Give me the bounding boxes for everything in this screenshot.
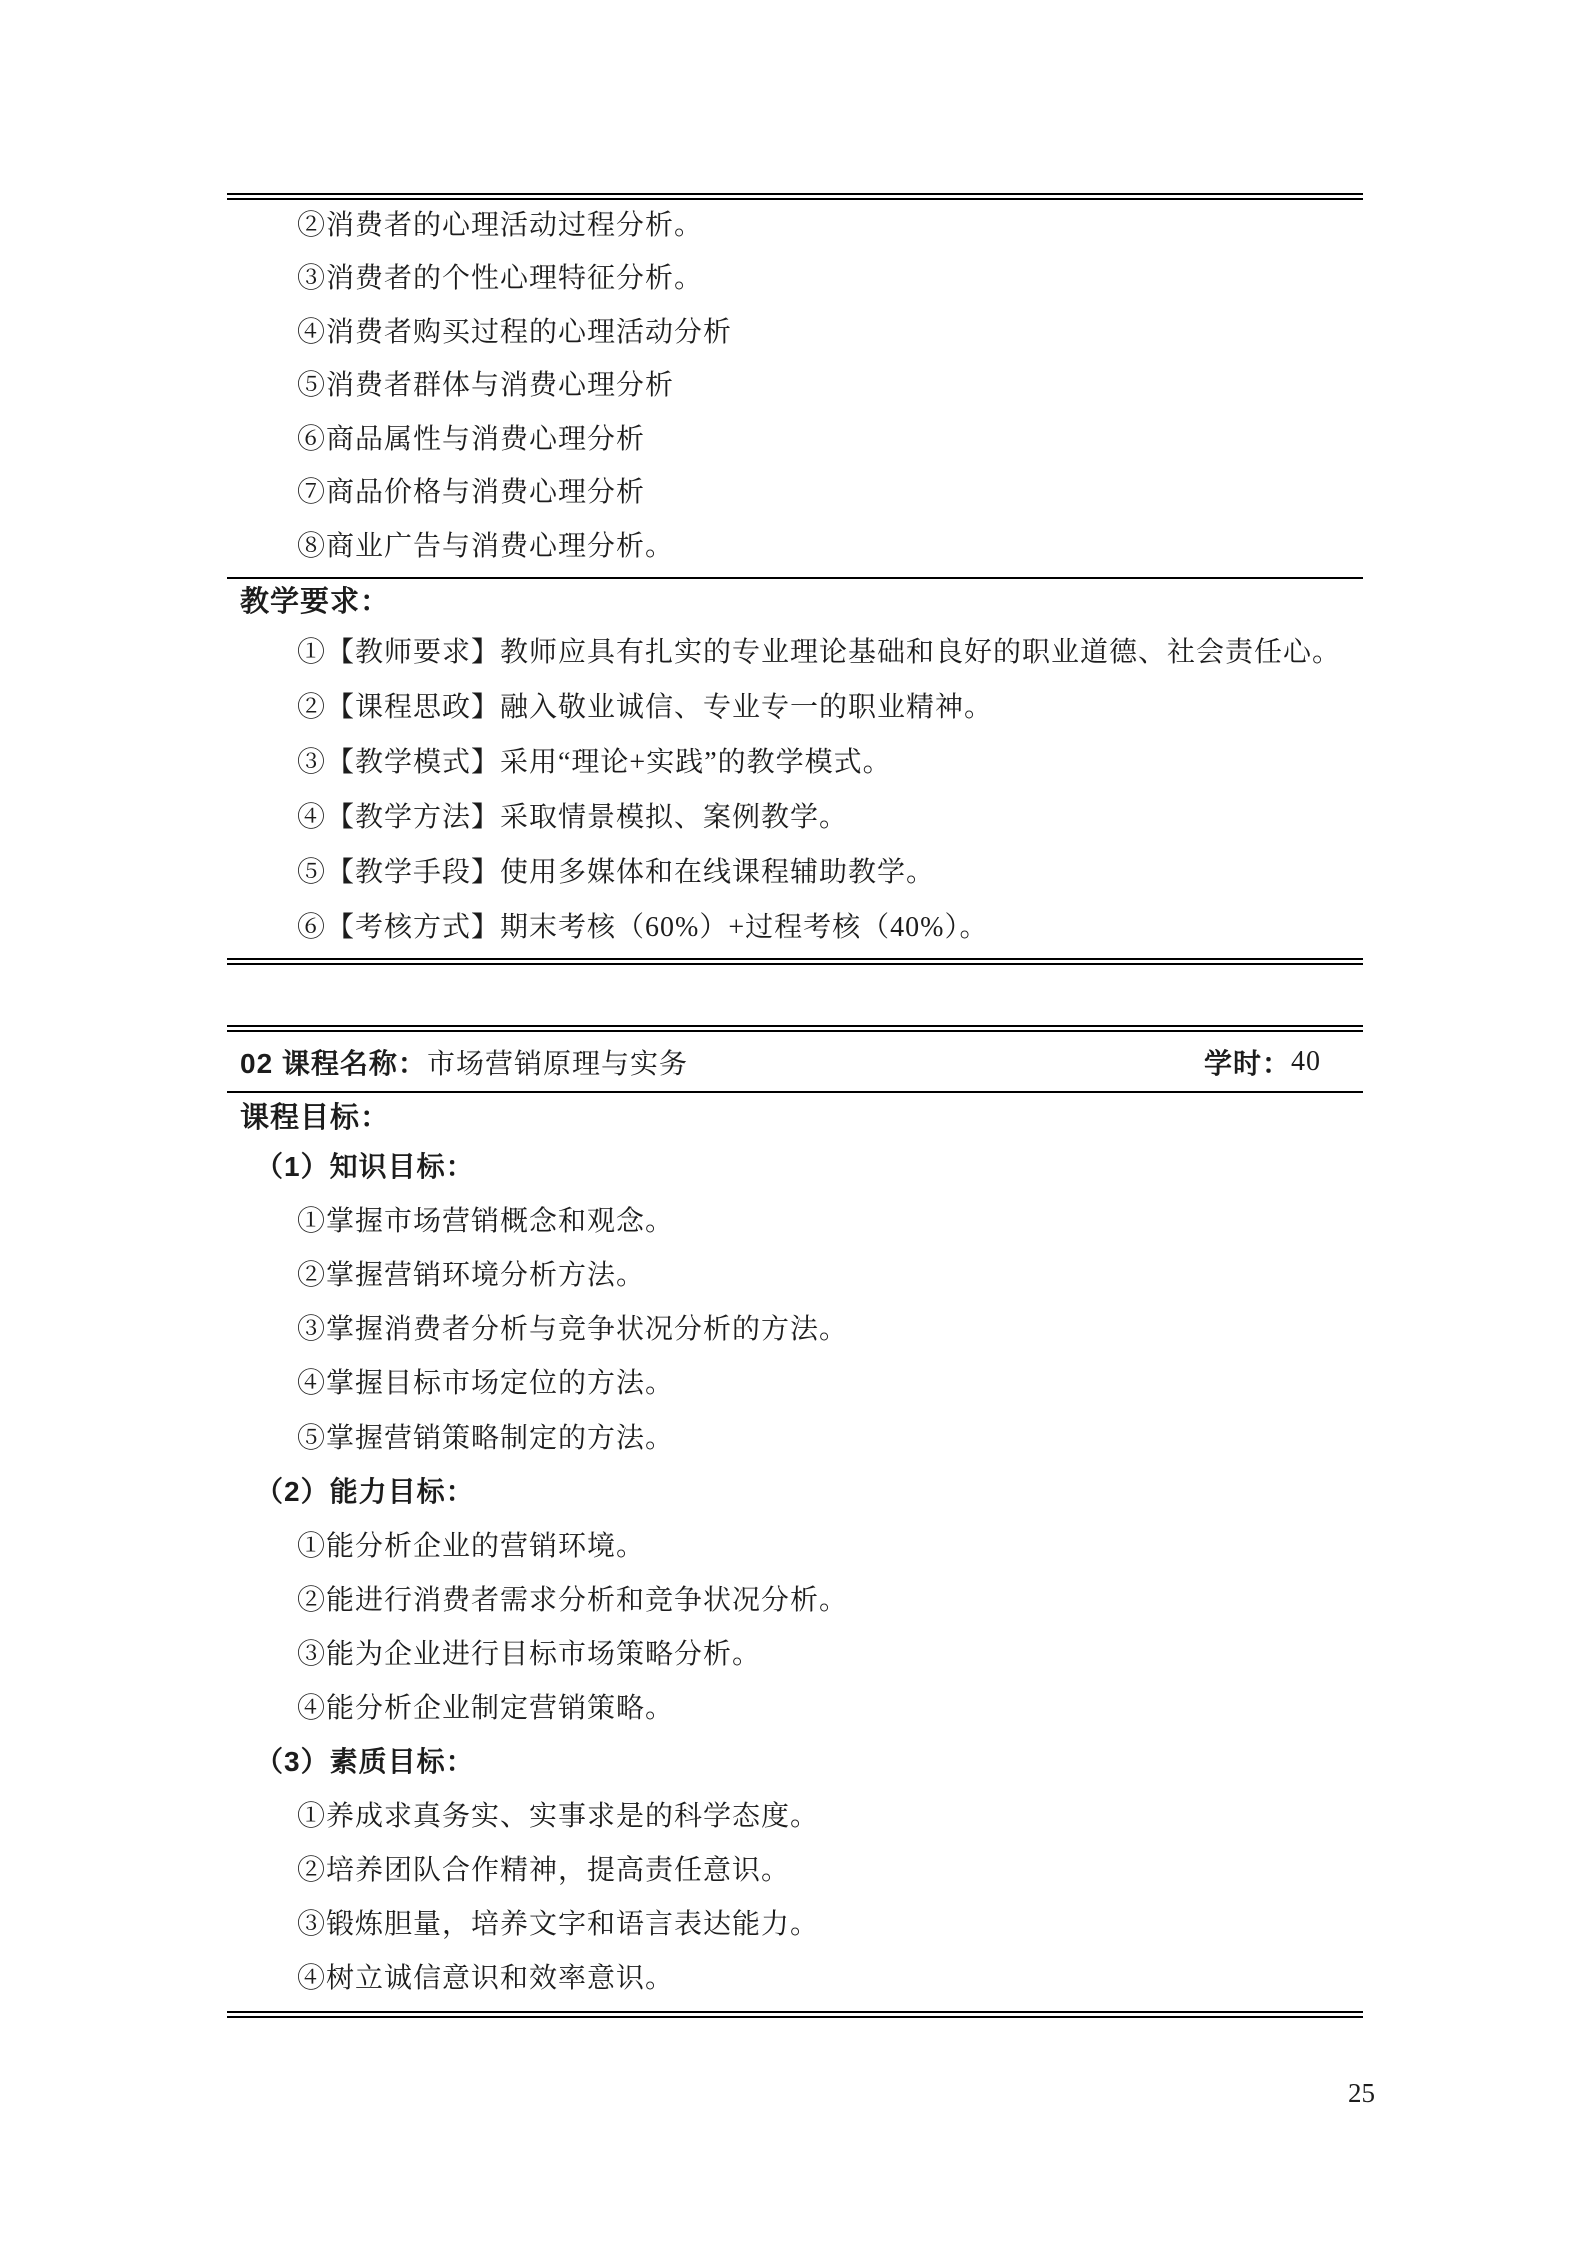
list-item: ①能分析企业的营销环境。 [297,1530,646,1562]
quality-objectives-heading: （3）素质目标： [255,1746,475,1778]
list-item: ④掌握目标市场定位的方法。 [297,1368,675,1400]
list-item: ②【课程思政】融入敬业诚信、专业专一的职业精神。 [297,691,994,723]
list-item: ④能分析企业制定营销策略。 [297,1692,675,1724]
list-item: ③消费者的个性心理特征分析。 [297,263,704,295]
list-item: ④消费者购买过程的心理活动分析 [297,316,733,348]
list-item: ①【教师要求】教师应具有扎实的专业理论基础和良好的职业道德、社会责任心。 [297,636,1342,668]
list-item: ②培养团队合作精神，提高责任意识。 [297,1855,791,1887]
list-item: ②掌握营销环境分析方法。 [297,1260,646,1292]
course-table-top-double-rule [227,1025,1363,1032]
course-name-cell [240,1042,688,1082]
list-item: ⑦商品价格与消费心理分析 [297,477,646,509]
course-header-row [227,1032,1363,1091]
course-hours-cell [1204,1042,1321,1082]
list-item: ③锻炼胆量，培养文字和语言表达能力。 [297,1909,820,1941]
list-item: ④树立诚信意识和效率意识。 [297,1963,675,1995]
list-item: ③掌握消费者分析与竞争状况分析的方法。 [297,1314,849,1346]
course-name-value: 市场营销原理与实务 [426,1048,688,1080]
course-hours-value: 40 [1291,1045,1321,1077]
knowledge-objectives-heading: （1）知识目标： [255,1151,475,1183]
list-item: ①掌握市场营销概念和观念。 [297,1206,675,1238]
teaching-requirements-list [227,622,1363,952]
list-item: ⑥商品属性与消费心理分析 [297,423,646,455]
list-item: ⑧商业广告与消费心理分析。 [297,530,675,562]
table-bottom-double-rule [227,958,1363,965]
consumer-psychology-item-list [227,196,1363,571]
course-table-bottom-double-rule [227,2011,1363,2018]
list-item: ②消费者的心理活动过程分析。 [297,209,704,241]
page-number: 25 [1348,2078,1375,2108]
ability-objectives-heading: （2）能力目标： [255,1475,475,1507]
list-item: ⑥【考核方式】期末考核（60%）+过程考核（40%）。 [297,911,989,943]
course-hours-label: 学时： [1203,1047,1291,1079]
section-divider-rule [227,577,1363,579]
teaching-requirements-heading: 教学要求： [240,586,391,618]
list-item: ⑤掌握营销策略制定的方法。 [297,1422,675,1454]
course-header-divider-rule [227,1091,1363,1093]
list-item: ②能进行消费者需求分析和竞争状况分析。 [297,1584,849,1616]
list-item: ④【教学方法】采取情景模拟、案例教学。 [297,801,849,833]
course-objectives-list [227,1138,1363,2004]
course-name-label: 02 课程名称： [240,1047,427,1079]
list-item: ③【教学模式】采用“理论+实践”的教学模式。 [297,746,892,778]
list-item: ⑤【教学手段】使用多媒体和在线课程辅助教学。 [297,856,936,888]
list-item: ⑤消费者群体与消费心理分析 [297,370,675,402]
course-objectives-heading: 课程目标： [240,1102,391,1134]
list-item: ①养成求真务实、实事求是的科学态度。 [297,1801,820,1833]
list-item: ③能为企业进行目标市场策略分析。 [297,1638,762,1670]
